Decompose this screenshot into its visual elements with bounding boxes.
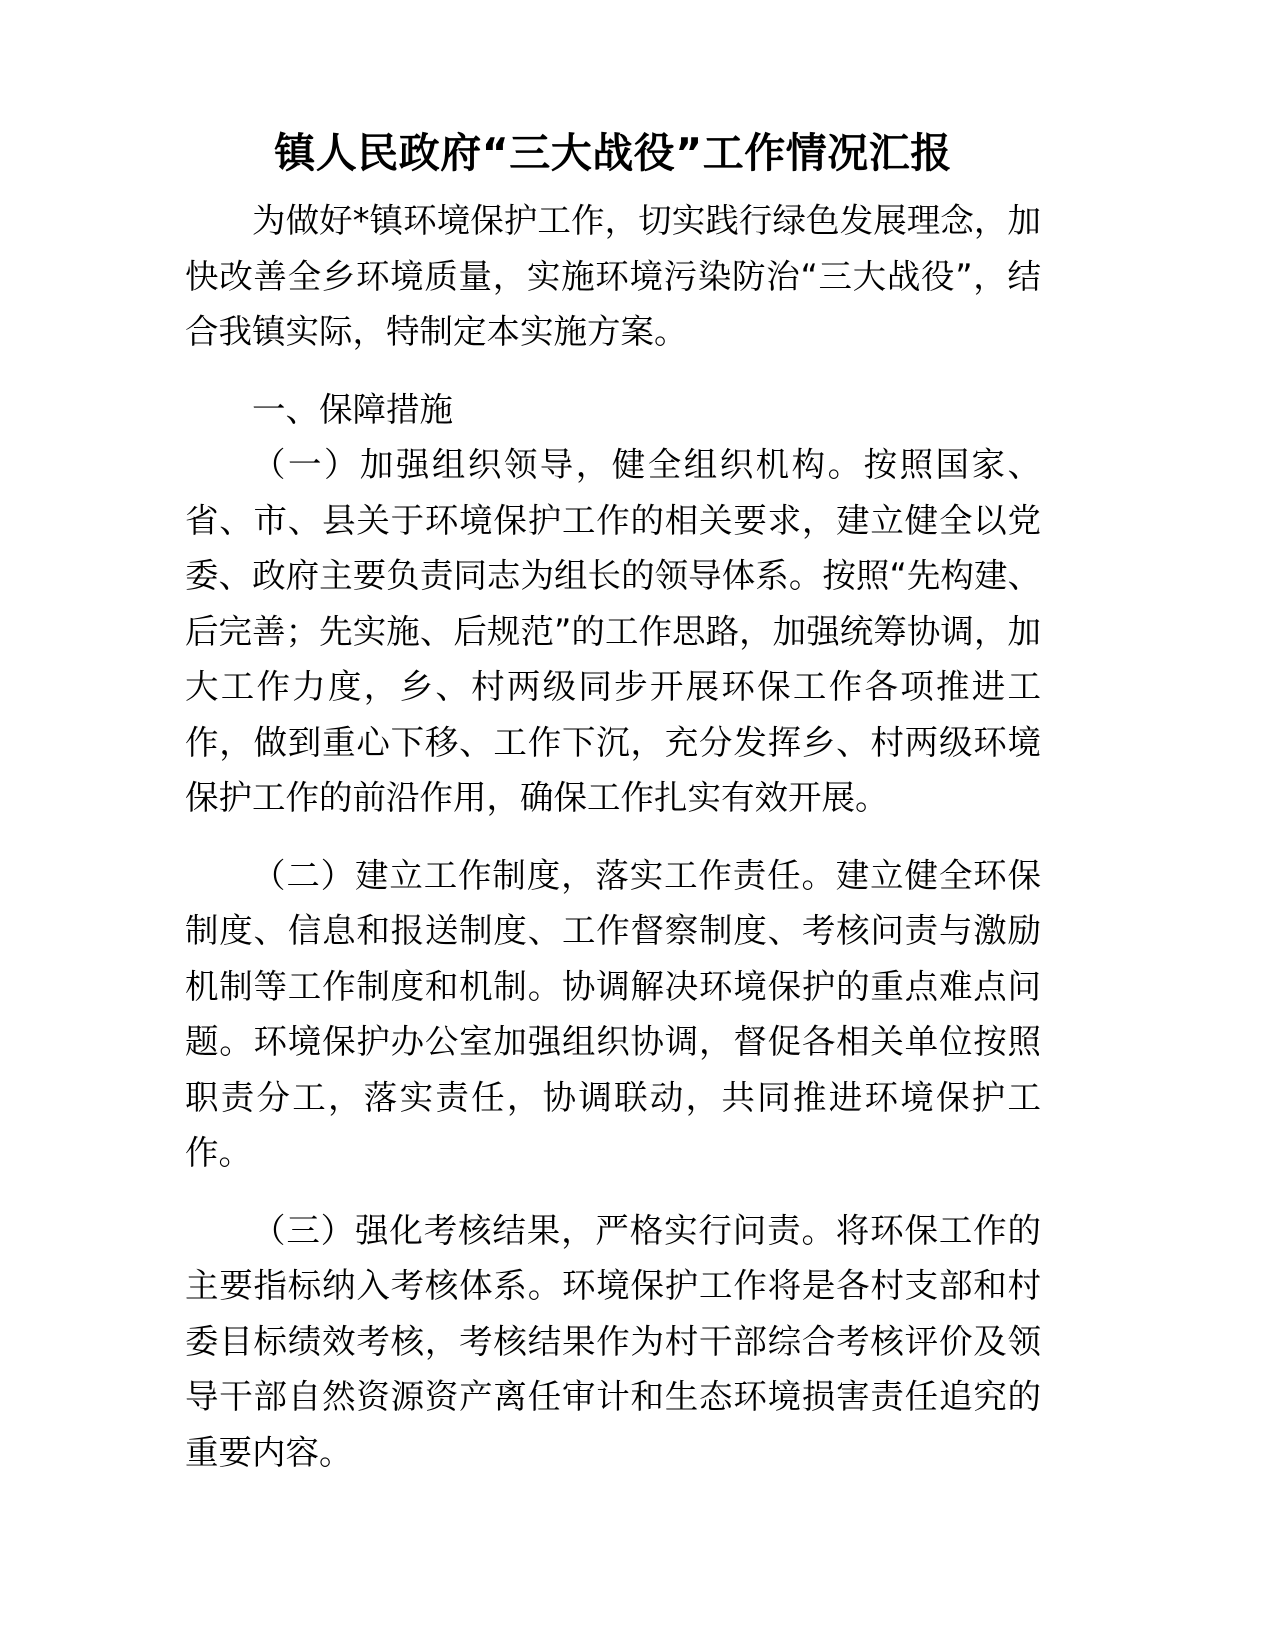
intro-paragraph: 为做好*镇环境保护工作，切实践行绿色发展理念，加快改善全乡环境质量，实施环境污染防治“三大战役”，结合我镇实际，特制定本实施方案。: [185, 201, 1041, 352]
subsection-paragraph-3: （三）强化考核结果，严格实行问责。将环保工作的主要指标纳入考核体系。环境保护工作将是各村支部和村委目标绩效考核，考核结果作为村干部综合考核评价及领导干部自然资源资产离任审计和生态环境损害责任追究的重要内容。: [185, 1210, 1041, 1472]
subsection-paragraph-2: （二）建立工作制度，落实工作责任。建立健全环保制度、信息和报送制度、工作督察制度、考核问责与激励机制等工作制度和机制。协调解决环境保护的重点难点问题。环境保护办公室加强组织协调，督促各相关单位按照职责分工，落实责任，协调联动，共同推进环境保护工作。: [185, 855, 1041, 1173]
document-blocks: [185, 193, 1041, 1480]
document-body: [185, 128, 1041, 1480]
section-heading-1: 一、保障措施: [252, 389, 453, 429]
subsection-paragraph-1: （一）加强组织领导，健全组织机构。按照国家、省、市、县关于环境保护工作的相关要求，建立健全以党委、政府主要负责同志为组长的领导体系。按照“先构建、后完善；先实施、后规范”的工作思路，加强统筹协调，加大工作力度，乡、村两级同步开展环保工作各项推进工作，做到重心下移、工作下沉，充分发挥乡、村两级环境保护工作的前沿作用，确保工作扎实有效开展。: [185, 445, 1041, 818]
page-title: 镇人民政府“三大战役”工作情况汇报: [274, 129, 952, 177]
